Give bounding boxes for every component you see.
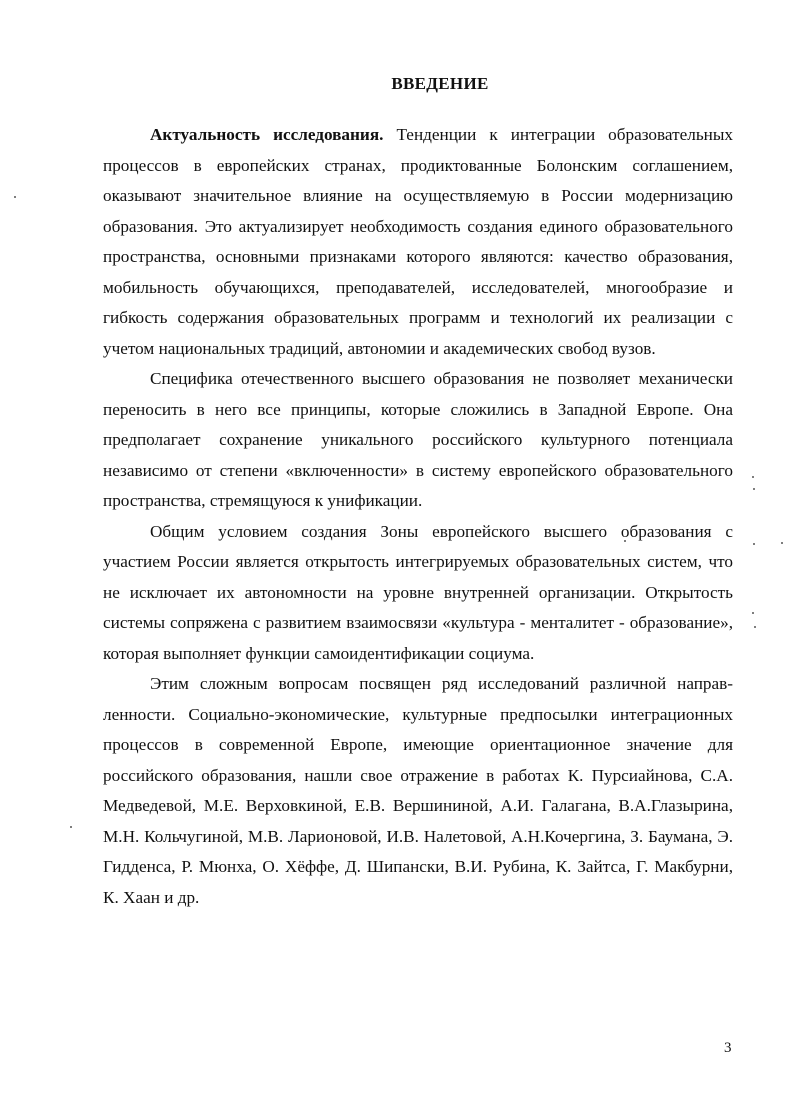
paragraph-text: Тенденции к интеграции образовательных процессов в европейских странах, продиктованные Болонским соглашением, оказывают значительное влияние на осуществляемую в России модернизацию образования. Это актуализирует необходимость создания единого образовательного пространства, основными признаками которого являются: качество образования, мобильность обучающихся, преподавателей, исследователей, многообразие и гибкость содержания образовательных программ и технологий их реализации с учетом национальных традиций, автономии и академических свобод вузов.: [103, 125, 733, 358]
paragraph-relevance: [103, 120, 733, 364]
paragraph-research-review: [103, 669, 733, 913]
scan-speck: [754, 626, 756, 628]
page-number: 3: [724, 1040, 732, 1056]
scan-speck: [781, 542, 783, 544]
scan-speck: [14, 196, 16, 198]
paragraph-text: Общим условием создания Зоны европейского высшего образования с участием России является открытость интегрируемых образовательных систем, что не исключает их автономности на уровне внутренней организации. Открытость системы сопряжена с развитием взаимосвязи «культура - менталитет - образование», которая выполняет функции самоидентификации социума.: [103, 521, 733, 663]
paragraph-lead: Актуальность исследования.: [150, 125, 384, 144]
scan-speck: [624, 540, 626, 542]
body-text: [103, 120, 733, 913]
scan-speck: [752, 476, 754, 478]
paragraph-openness: [103, 517, 733, 670]
page-title: ВВЕДЕНИЕ: [391, 74, 489, 93]
paragraph-text: Специфика отечественного высшего образования не позволяет механически переносить в него все принципы, которые сложились в Западной Европе. Она предполагает сохранение уникального российского культурного потенциала независимо от степени «включенности» в систему европейского образовательного пространства, стремящуюся к унификации.: [103, 369, 733, 510]
scan-speck: [753, 488, 755, 490]
scan-speck: [753, 543, 755, 545]
scan-speck: [752, 612, 754, 614]
paragraph-text: Этим сложным вопросам посвящен ряд исследований различной направленности. Социально-экономические, культурные предпосылки интеграционных процессов в современной Европе, имеющие ориентационное значение для российского образования, нашли свое отражение в работах К. Пурсиайнова, С.А. Медведевой, М.Е. Верховкиной, Е.В. Вершининой, А.И. Галагана, В.А.Глазырина, М.Н. Кольчугиной, М.В. Ларионовой, И.В. Налетовой, А.Н.Кочергина, З. Баумана, Э. Гидденса, Р. Мюнха, О. Хёффе, Д. Шипански, В.И. Рубина, К. Зайтса, Г. Макбурни, К. Хаан и др.: [103, 674, 733, 907]
scan-speck: [70, 826, 72, 828]
paragraph-specifics: [103, 364, 733, 517]
